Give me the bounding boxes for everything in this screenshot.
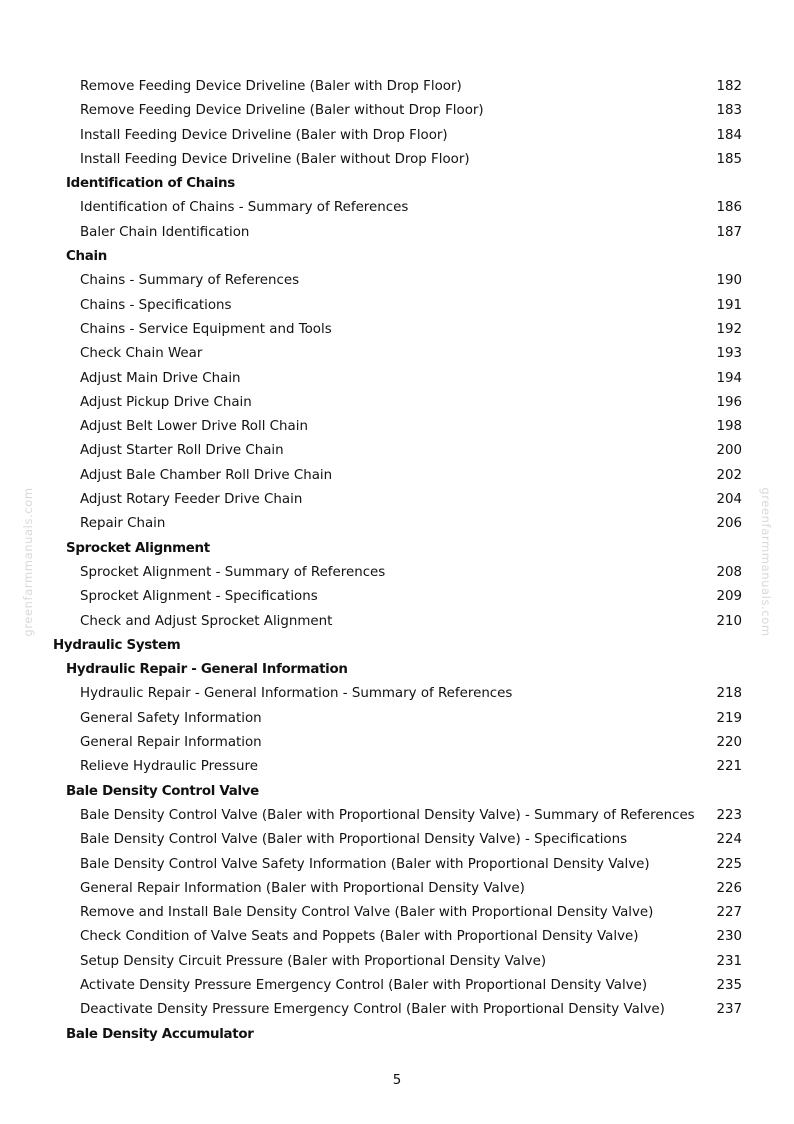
toc-entry[interactable] <box>0 853 794 877</box>
toc-entry-page: 200 <box>716 443 742 459</box>
toc-section-heading <box>0 245 794 269</box>
toc-entry-page: 187 <box>716 224 742 240</box>
toc-entry[interactable] <box>0 561 794 585</box>
toc-entry-title: Adjust Belt Lower Drive Roll Chain <box>80 419 308 435</box>
toc-entry-title: General Safety Information <box>80 710 262 726</box>
toc-entry-page: 221 <box>716 759 742 775</box>
toc-entry-title: Check Condition of Valve Seats and Poppets (Baler with Proportional Density Valve) <box>80 929 639 945</box>
toc-entry[interactable] <box>0 415 794 439</box>
toc-entry[interactable] <box>0 391 794 415</box>
toc-entry[interactable] <box>0 998 794 1022</box>
toc-entry-title: Sprocket Alignment <box>66 540 210 556</box>
toc-entry-title: Adjust Rotary Feeder Drive Chain <box>80 492 303 508</box>
toc-entry[interactable] <box>0 318 794 342</box>
toc-entry-title: General Repair Information <box>80 735 262 751</box>
toc-entry-page: 202 <box>716 467 742 483</box>
toc-entry[interactable] <box>0 488 794 512</box>
watermark-left: greenfarmmanuals.com <box>21 487 35 637</box>
toc-entry-page: 224 <box>716 832 742 848</box>
toc-entry[interactable] <box>0 124 794 148</box>
toc-entry[interactable] <box>0 464 794 488</box>
toc-entry-page: 185 <box>716 151 742 167</box>
toc-entry[interactable] <box>0 367 794 391</box>
toc-entry[interactable] <box>0 974 794 998</box>
toc-entry-page: 225 <box>716 856 742 872</box>
toc-entry-page: 182 <box>716 79 742 94</box>
toc-entry-title: Bale Density Control Valve <box>66 783 259 799</box>
toc-entry-title: Sprocket Alignment - Specifications <box>80 589 318 605</box>
toc-entry-page: 226 <box>716 880 742 896</box>
toc-entry-title: Hydraulic Repair - General Information <box>66 662 348 678</box>
toc-entry-page: 210 <box>716 613 742 629</box>
toc-entry-page: 194 <box>716 370 742 386</box>
toc-entry-title: Remove Feeding Device Driveline (Baler with Drop Floor) <box>80 79 462 94</box>
toc-entry-title: Activate Density Pressure Emergency Control (Baler with Proportional Density Valve) <box>80 977 648 993</box>
toc-entry-page: 196 <box>716 394 742 410</box>
toc-entry[interactable] <box>0 877 794 901</box>
toc-entry-title: Remove Feeding Device Driveline (Baler without Drop Floor) <box>80 103 484 119</box>
toc-entry-title: Deactivate Density Pressure Emergency Control (Baler with Proportional Density Valve) <box>80 1002 665 1018</box>
toc-entry-title: Bale Density Control Valve Safety Information (Baler with Proportional Density Valve) <box>80 856 650 872</box>
toc-section-heading <box>0 658 794 682</box>
toc-entry[interactable] <box>0 901 794 925</box>
page-number: 5 <box>392 1073 402 1088</box>
toc-entry[interactable] <box>0 925 794 949</box>
toc-entry[interactable] <box>0 148 794 172</box>
toc-entry[interactable] <box>0 75 794 99</box>
toc-entry-title: Hydraulic System <box>53 637 181 653</box>
toc-entry-title: Chains - Service Equipment and Tools <box>80 321 332 337</box>
toc-entry-title: Adjust Starter Roll Drive Chain <box>80 443 284 459</box>
toc-entry-page: 235 <box>716 977 742 993</box>
toc-entry-page: 183 <box>716 103 742 119</box>
toc-entry[interactable] <box>0 512 794 536</box>
toc-entry[interactable] <box>0 585 794 609</box>
toc-entry-title: General Repair Information (Baler with Proportional Density Valve) <box>80 880 525 896</box>
toc-entry-page: 237 <box>716 1002 742 1018</box>
toc-entry-title: Setup Density Circuit Pressure (Baler with Proportional Density Valve) <box>80 953 547 969</box>
toc-entry[interactable] <box>0 294 794 318</box>
toc-entry[interactable] <box>0 610 794 634</box>
toc-entry-page: 198 <box>716 419 742 435</box>
toc-entry-title: Chains - Specifications <box>80 297 232 313</box>
toc-entry-title: Sprocket Alignment - Summary of References <box>80 564 386 580</box>
toc-entry-title: Bale Density Control Valve (Baler with Proportional Density Valve) - Specifications <box>80 832 628 848</box>
toc-entry-page: 184 <box>716 127 742 143</box>
toc-entry-page: 193 <box>716 346 742 362</box>
toc-entry-page: 230 <box>716 929 742 945</box>
toc-entry[interactable] <box>0 342 794 366</box>
toc-entry-page: 223 <box>716 807 742 823</box>
toc-entry-title: Chains - Summary of References <box>80 273 300 289</box>
toc-section-heading <box>0 537 794 561</box>
toc-entry[interactable] <box>0 755 794 779</box>
toc-entry-title: Install Feeding Device Driveline (Baler with Drop Floor) <box>80 127 448 143</box>
toc-entry-title: Install Feeding Device Driveline (Baler without Drop Floor) <box>80 151 470 167</box>
toc-entry-page: 220 <box>716 735 742 751</box>
toc-entry-title: Bale Density Accumulator <box>66 1026 254 1042</box>
toc-entry-title: Adjust Main Drive Chain <box>80 370 241 386</box>
toc-entry-page: 208 <box>716 564 742 580</box>
toc-entry[interactable] <box>0 99 794 123</box>
toc-entry[interactable] <box>0 828 794 852</box>
toc-entry[interactable] <box>0 731 794 755</box>
table-of-contents <box>0 75 794 1047</box>
toc-entry-title: Baler Chain Identification <box>80 224 250 240</box>
toc-entry-title: Hydraulic Repair - General Information - Summary of References <box>80 686 513 702</box>
toc-entry-title: Check Chain Wear <box>80 346 203 362</box>
toc-entry-page: 186 <box>716 200 742 216</box>
toc-entry-page: 218 <box>716 686 742 702</box>
toc-section-heading <box>0 634 794 658</box>
toc-entry-title: Bale Density Control Valve (Baler with Proportional Density Valve) - Summary of References <box>80 807 695 823</box>
toc-entry-title: Chain <box>66 249 108 265</box>
toc-entry[interactable] <box>0 221 794 245</box>
toc-entry[interactable] <box>0 682 794 706</box>
toc-entry-page: 206 <box>716 516 742 532</box>
toc-section-heading <box>0 780 794 804</box>
toc-entry-page: 227 <box>716 905 742 921</box>
toc-entry-page: 191 <box>716 297 742 313</box>
toc-entry-page: 204 <box>716 492 742 508</box>
toc-entry-page: 219 <box>716 710 742 726</box>
toc-entry-page: 209 <box>716 589 742 605</box>
toc-entry[interactable] <box>0 439 794 463</box>
toc-entry[interactable] <box>0 196 794 220</box>
toc-entry-title: Identification of Chains - Summary of References <box>80 200 409 216</box>
toc-entry-title: Repair Chain <box>80 516 166 532</box>
toc-entry[interactable] <box>0 950 794 974</box>
toc-entry-page: 190 <box>716 273 742 289</box>
toc-entry-title: Check and Adjust Sprocket Alignment <box>80 613 333 629</box>
toc-entry-title: Relieve Hydraulic Pressure <box>80 759 258 775</box>
toc-entry[interactable] <box>0 804 794 828</box>
toc-entry-page: 192 <box>716 321 742 337</box>
toc-entry-title: Identification of Chains <box>66 176 235 192</box>
toc-entry-title: Adjust Pickup Drive Chain <box>80 394 252 410</box>
toc-entry-title: Adjust Bale Chamber Roll Drive Chain <box>80 467 333 483</box>
toc-entry-title: Remove and Install Bale Density Control Valve (Baler with Proportional Density Valve) <box>80 905 654 921</box>
toc-section-heading <box>0 172 794 196</box>
toc-entry[interactable] <box>0 269 794 293</box>
toc-entry-page: 231 <box>716 953 742 969</box>
toc-section-heading <box>0 1023 794 1047</box>
toc-entry[interactable] <box>0 707 794 731</box>
watermark-right: greenfarmmanuals.com <box>759 487 773 637</box>
